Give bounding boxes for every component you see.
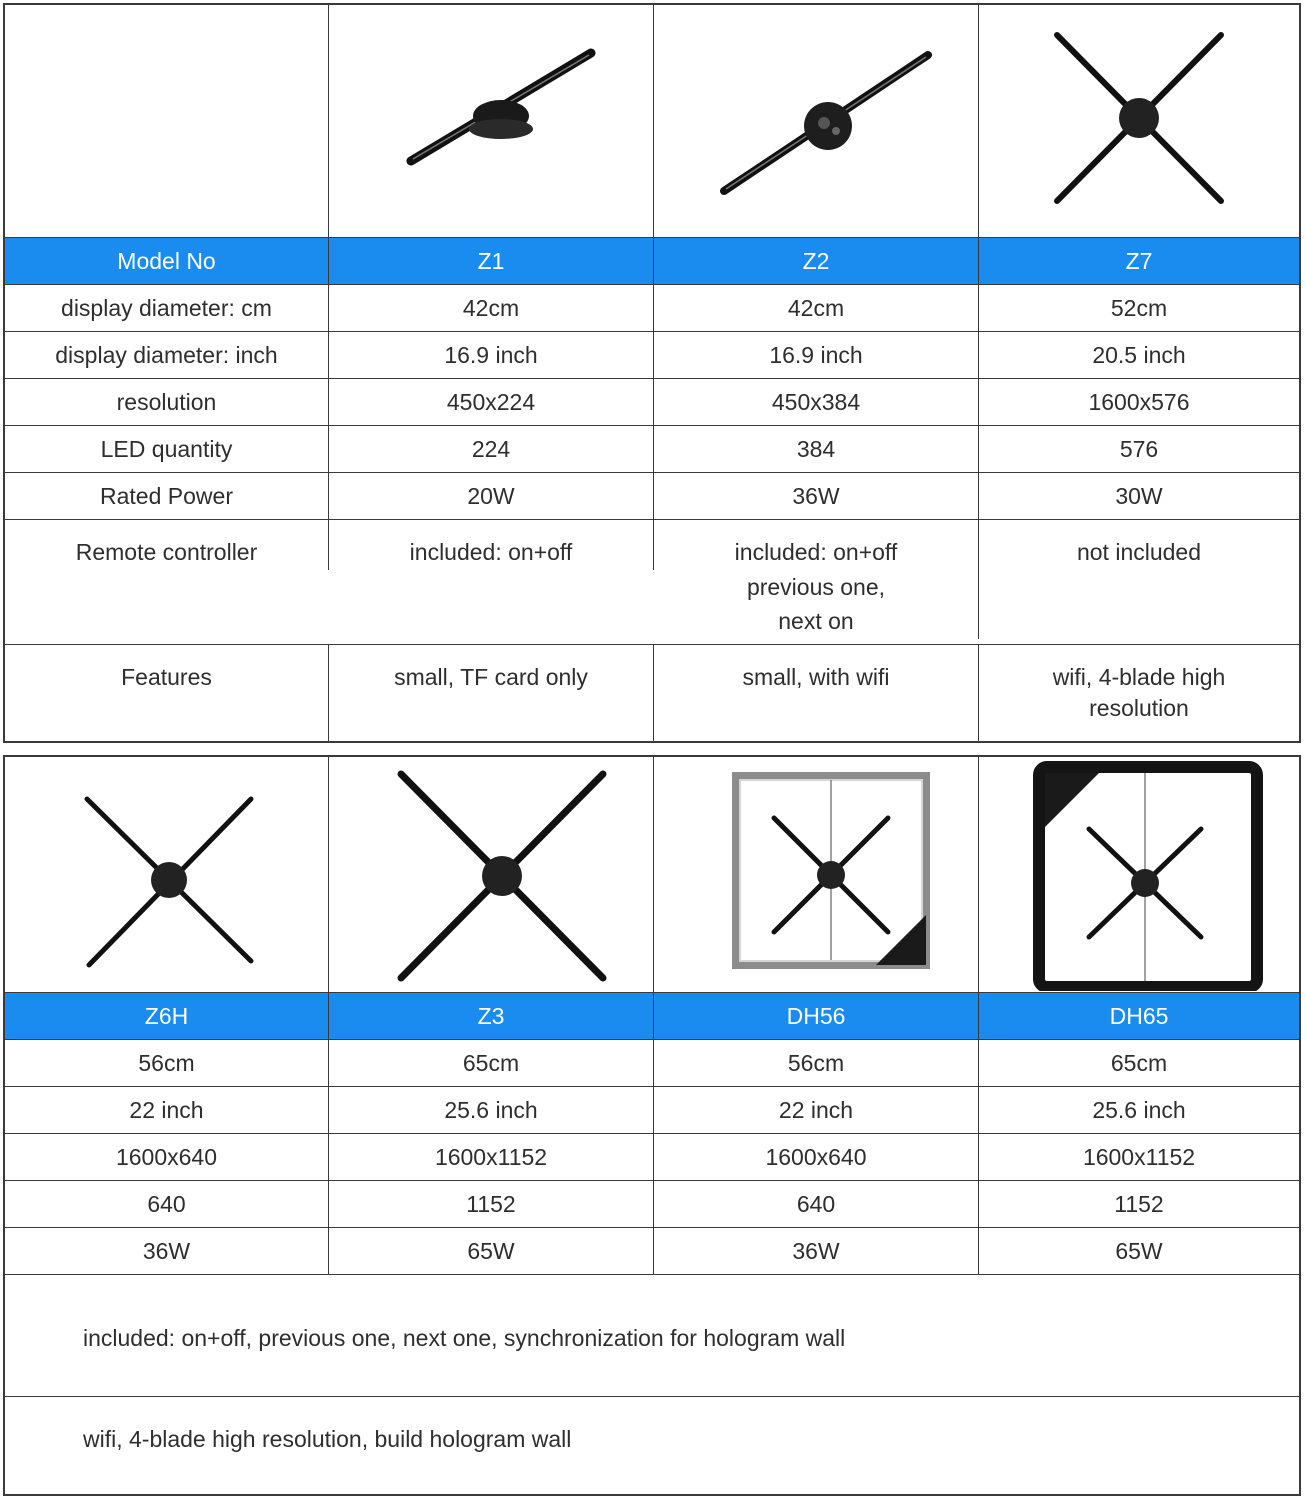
table-row xyxy=(5,520,1299,645)
table-cell: 1600x640 xyxy=(654,1134,979,1180)
table-cell: 36W xyxy=(654,473,979,519)
row-label: Rated Power xyxy=(5,473,329,519)
table-cell: 36W xyxy=(5,1228,329,1274)
remote-controller-text: included: on+off, previous one, next one, synchronization for hologram wall xyxy=(83,1325,846,1352)
table-cell: 65cm xyxy=(1110,1049,1168,1076)
table-cell: 224 xyxy=(329,426,654,472)
header-model-z7: Z7 xyxy=(1125,247,1153,274)
table-cell: not included xyxy=(1076,539,1202,565)
table-cell: 450x384 xyxy=(654,379,979,425)
table-row xyxy=(5,426,1299,473)
table-cell: 56cm xyxy=(654,1040,979,1086)
table-row xyxy=(5,473,1299,520)
row-label: display diameter: cm xyxy=(5,285,329,331)
header-model-dh56: DH56 xyxy=(654,993,979,1039)
table-cell: included: on+off xyxy=(329,520,654,570)
table-row xyxy=(5,645,1299,741)
table-cell: 1152 xyxy=(329,1181,654,1227)
table-cell: 42cm xyxy=(654,285,979,331)
table-cell: 25.6 inch xyxy=(329,1087,654,1133)
table-cell: 65W xyxy=(329,1228,654,1274)
table-cell: 16.9 inch xyxy=(329,332,654,378)
product-image-row xyxy=(5,757,1299,993)
table-cell: 56cm xyxy=(5,1040,329,1086)
table-cell: 1600x576 xyxy=(1088,388,1190,415)
model-header-row xyxy=(5,238,1299,285)
features-text: wifi, 4-blade high resolution, build hologram wall xyxy=(83,1425,572,1452)
header-model-dh65: DH65 xyxy=(1109,1002,1169,1029)
model-header-row xyxy=(5,993,1299,1040)
product-image-z6h xyxy=(5,757,329,992)
header-model-z2: Z2 xyxy=(654,238,979,284)
table-cell: 22 inch xyxy=(5,1087,329,1133)
table-cell: small, with wifi xyxy=(654,645,979,741)
table-cell: 25.6 inch xyxy=(1092,1096,1186,1123)
table-cell: 52cm xyxy=(1110,294,1168,321)
comparison-table-top xyxy=(3,3,1301,743)
header-model-z6h: Z6H xyxy=(5,993,329,1039)
product-image-dh56 xyxy=(654,757,979,992)
row-label: Features xyxy=(5,645,329,741)
product-image-z7 xyxy=(979,5,1299,237)
table-row xyxy=(5,332,1299,379)
row-label: LED quantity xyxy=(5,426,329,472)
row-label: Remote controller xyxy=(5,520,329,570)
table-cell: 65W xyxy=(1115,1237,1163,1264)
empty-corner-cell xyxy=(5,5,329,237)
product-image-z3 xyxy=(329,757,654,992)
table-cell: 20W xyxy=(329,473,654,519)
table-cell: 1152 xyxy=(1114,1190,1164,1217)
table-row xyxy=(5,1228,1299,1275)
table-row xyxy=(5,1087,1299,1134)
product-image-dh65 xyxy=(979,757,1299,992)
table-cell: 65cm xyxy=(329,1040,654,1086)
table-cell: 1600x640 xyxy=(5,1134,329,1180)
table-row-remote-controller xyxy=(5,1275,1299,1397)
header-model-no: Model No xyxy=(5,238,329,284)
table-cell: 576 xyxy=(1119,435,1159,462)
table-row xyxy=(5,379,1299,426)
table-cell: 1600x1152 xyxy=(1082,1143,1196,1170)
row-label: resolution xyxy=(5,379,329,425)
table-row xyxy=(5,285,1299,332)
table-row xyxy=(5,1134,1299,1181)
table-cell: 30W xyxy=(1115,482,1163,509)
table-cell: 22 inch xyxy=(654,1087,979,1133)
product-image-z2 xyxy=(654,5,979,237)
table-cell: included: on+off previous one, next on xyxy=(654,520,979,639)
comparison-table-bottom xyxy=(3,755,1301,1496)
table-cell: 640 xyxy=(5,1181,329,1227)
table-cell: 640 xyxy=(654,1181,979,1227)
table-row xyxy=(5,1181,1299,1228)
header-model-z3: Z3 xyxy=(329,993,654,1039)
product-image-row xyxy=(5,5,1299,238)
table-row-features xyxy=(5,1397,1299,1491)
table-cell: 450x224 xyxy=(329,379,654,425)
table-cell: 42cm xyxy=(329,285,654,331)
product-image-z1 xyxy=(329,5,654,237)
table-cell: 36W xyxy=(654,1228,979,1274)
table-cell: 1600x1152 xyxy=(329,1134,654,1180)
table-row xyxy=(5,1040,1299,1087)
table-cell: wifi, 4-blade high resolution xyxy=(1052,664,1226,722)
header-model-z1: Z1 xyxy=(329,238,654,284)
table-cell: 384 xyxy=(654,426,979,472)
table-cell: 20.5 inch xyxy=(1092,341,1186,368)
row-label: display diameter: inch xyxy=(5,332,329,378)
table-cell: 16.9 inch xyxy=(654,332,979,378)
table-cell: small, TF card only xyxy=(329,645,654,741)
